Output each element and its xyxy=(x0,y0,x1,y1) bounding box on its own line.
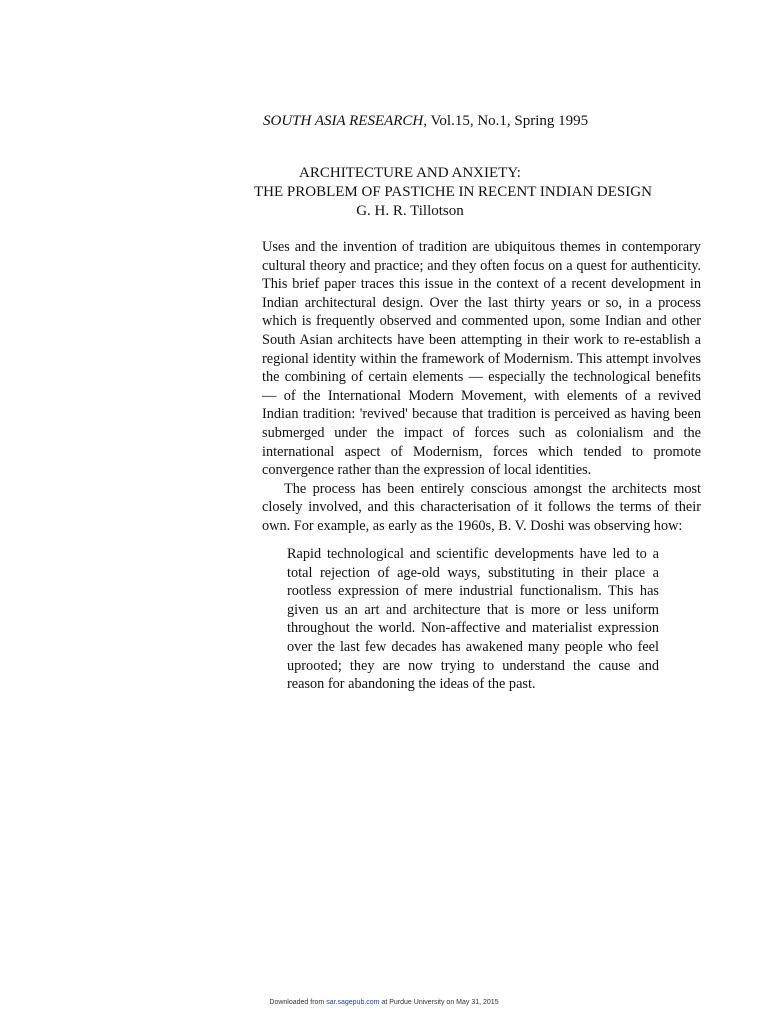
article-title-line-1: ARCHITECTURE AND ANXIETY: xyxy=(299,165,521,181)
article-body xyxy=(262,238,701,536)
download-suffix: at Purdue University on May 31, 2015 xyxy=(379,999,499,1006)
block-quote xyxy=(287,545,659,694)
body-paragraph-1: Uses and the invention of tradition are ubiquitous themes in contemporary cultural theory and practice; and they often focus on a quest for authenticity. This brief paper traces this issue in the context of a recent development in Indian architectural design. Over the last thirty years or so, in a process which is frequently observed and commented upon, some Indian and other South Asian architects have been attempting in their work to re-establish a regional identity within the framework of Modernism. This attempt involves the combining of certain elements — especially the technological benefits — of the International Modern Movement, with elements of a revived Indian tradition: 'revived' because that tradition is perceived as having been submerged under the impact of forces such as colonialism and the international aspect of Modernism, forces which tended to promote convergence rather than the expression of local identities. xyxy=(262,239,701,479)
journal-issue: Vol.15, No.1, Spring 1995 xyxy=(427,113,589,129)
body-paragraph-2: The process has been entirely conscious amongst the architects most closely involved, and this characterisation of it follows the terms of their own. For example, as early as the 1960s, B. V. Doshi was observing how: xyxy=(262,480,701,534)
article-title-block xyxy=(254,164,652,221)
download-link[interactable]: sar.sagepub.com xyxy=(326,999,380,1006)
journal-citation xyxy=(263,113,588,130)
article-title-line-2: THE PROBLEM OF PASTICHE IN RECENT INDIAN DESIGN xyxy=(254,184,652,200)
download-prefix: Downloaded from xyxy=(269,999,327,1006)
journal-name: SOUTH ASIA RESEARCH, xyxy=(263,113,428,129)
article-author: G. H. R. Tillotson xyxy=(356,203,464,219)
block-quote-text: Rapid technological and scientific developments have led to a total rejection of age-old ways, substituting in their place a rootless expression of mere industrial functionalism. This has given us an art and architecture that is more or less uniform throughout the world. Non-affective and materialist expression over the last few decades has awakened many people who feel uprooted; they are now trying to understand the cause and reason for abandoning the ideas of the past. xyxy=(287,546,659,693)
download-footer xyxy=(0,999,768,1006)
